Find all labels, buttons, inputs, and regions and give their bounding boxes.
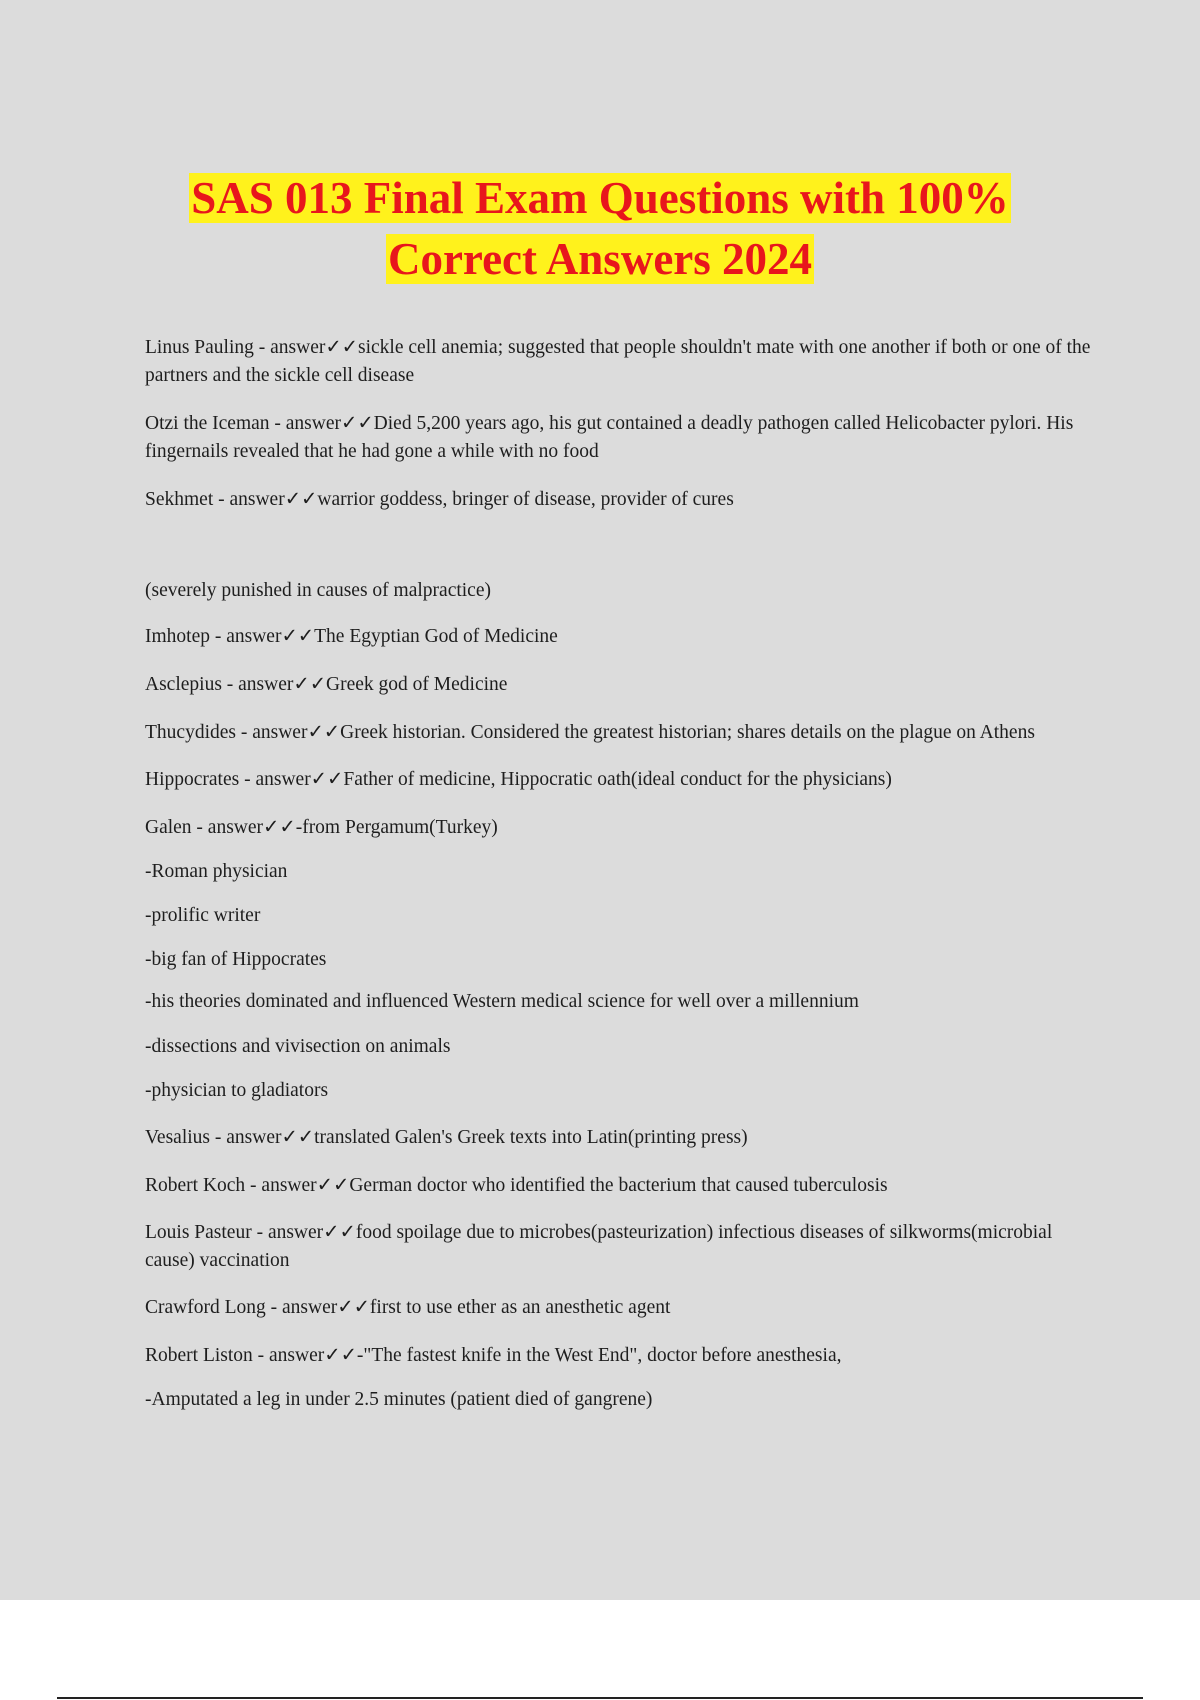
- entry-asclepius: Asclepius - answer✓✓Greek god of Medicine: [145, 674, 508, 695]
- entry-hippocrates: Hippocrates - answer✓✓Father of medicine, Hippocratic oath(ideal conduct for the physicians): [145, 769, 892, 790]
- entry-linus-pauling: Linus Pauling - answer✓✓sickle cell anemia; suggested that people shouldn't mate with one another if both or one of the partners and the sickle cell disease: [145, 337, 1091, 386]
- entry-vesalius: Vesalius - answer✓✓translated Galen's Greek texts into Latin(printing press): [145, 1127, 748, 1148]
- title-line-1: SAS 013 Final Exam Questions with 100%: [191, 173, 1009, 223]
- entry-sekhmet-note: (severely punished in causes of malpractice): [145, 580, 491, 601]
- entry-sekhmet: Sekhmet - answer✓✓warrior goddess, bringer of disease, provider of cures: [145, 489, 734, 510]
- question-list: [145, 334, 1095, 1414]
- entry-otzi-the-iceman: Otzi the Iceman - answer✓✓Died 5,200 years ago, his gut contained a deadly pathogen called Helicobacter pylori. His fingernails revealed that he had gone a while with no food: [145, 413, 1074, 462]
- entry-galen-detail: -his theories dominated and influenced Western medical science for well over a millennium: [145, 991, 859, 1012]
- entry-galen: Galen - answer✓✓-from Pergamum(Turkey): [145, 817, 498, 838]
- entry-robert-liston-detail: -Amputated a leg in under 2.5 minutes (patient died of gangrene): [145, 1389, 653, 1410]
- entry-galen-detail: -physician to gladiators: [145, 1080, 329, 1101]
- entry-galen-detail: -big fan of Hippocrates: [145, 949, 327, 970]
- entry-robert-koch: Robert Koch - answer✓✓German doctor who identified the bacterium that caused tuberculosis: [145, 1175, 888, 1196]
- entry-crawford-long: Crawford Long - answer✓✓first to use ether as an anesthetic agent: [145, 1297, 671, 1318]
- entry-louis-pasteur: Louis Pasteur - answer✓✓food spoilage due to microbes(pasteurization) infectious diseases of silkworms(microbial cause) vaccination: [145, 1222, 1053, 1271]
- entry-galen-detail: -Roman physician: [145, 861, 288, 882]
- page-title: [0, 168, 1200, 290]
- entry-galen-detail: -dissections and vivisection on animals: [145, 1036, 451, 1057]
- entry-robert-liston: Robert Liston - answer✓✓-"The fastest knife in the West End", doctor before anesthesia,: [145, 1345, 842, 1366]
- entry-thucydides: Thucydides - answer✓✓Greek historian. Considered the greatest historian; shares details on the plague on Athens: [145, 722, 1035, 743]
- entry-imhotep: Imhotep - answer✓✓The Egyptian God of Medicine: [145, 626, 558, 647]
- entry-galen-detail: -prolific writer: [145, 905, 261, 926]
- bottom-divider: [57, 1697, 1143, 1699]
- title-line-2: Correct Answers 2024: [387, 234, 813, 284]
